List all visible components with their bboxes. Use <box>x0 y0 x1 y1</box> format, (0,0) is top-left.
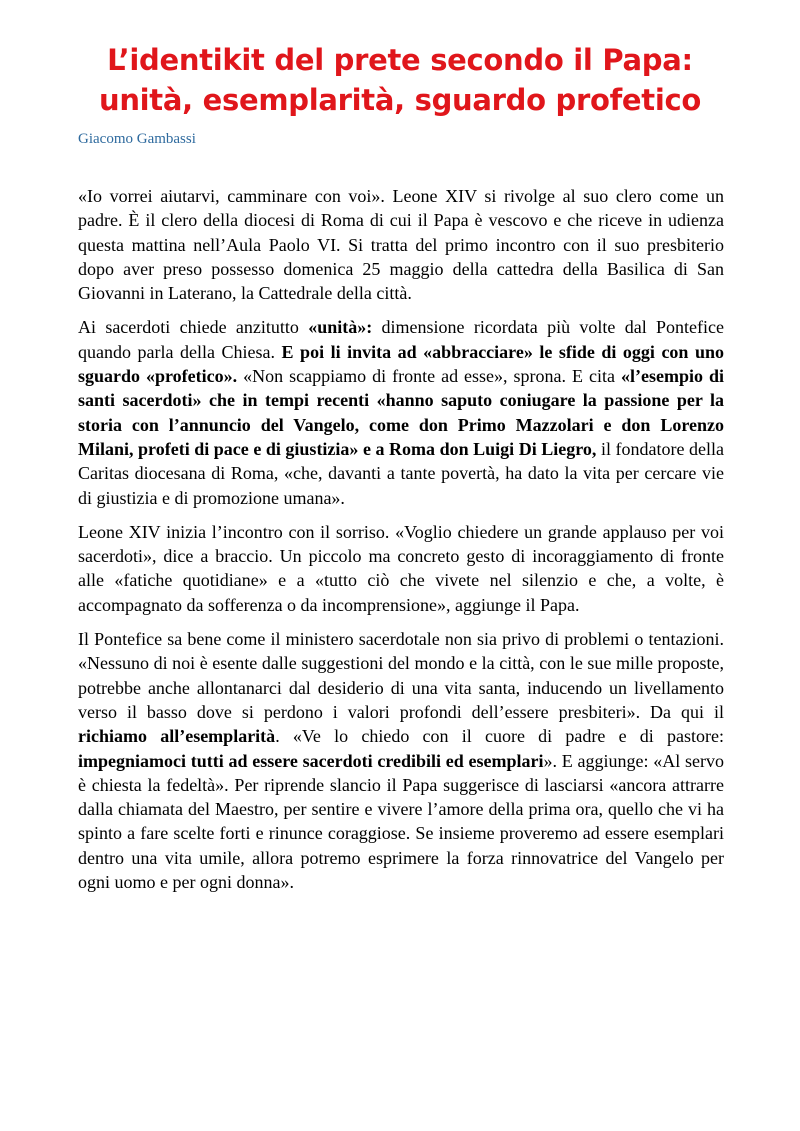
text-run: «Non scappiamo di fronte ad esse», sprona. E cita <box>237 366 621 387</box>
paragraph <box>78 184 724 305</box>
article-author: Giacomo Gambassi <box>78 131 196 147</box>
paragraph <box>78 315 724 509</box>
bold-text-run: E poi li invita ad «abbracciare» le sfide di oggi con uno sguardo «profetico». <box>78 341 724 387</box>
text-run: Il Pontefice sa bene come il ministero sacerdotale non sia privo di problemi o tentazioni. «Nessuno di noi è esente dalle suggestioni del mondo e la città, con le sue mille proposte, potrebbe anche allontanarci dal desiderio di una vita santa, inducendo un livellamento verso il basso dove si perdono i valori profondi dell’essere presbiteri». Da qui il <box>78 629 724 722</box>
text-run: dimensione ricordata più volte dal Pontefice quando parla della Chiesa. <box>78 317 724 362</box>
text-run: il fondatore della Caritas diocesana di Roma, «che, davanti a tante povertà, ha dato la vita per cercare vie di giustizia e di promozione umana». <box>78 438 725 508</box>
text-run: «Io vorrei aiutarvi, camminare con voi». Leone XIV si rivolge al suo clero come un padre. È il clero della diocesi di Roma di cui il Papa è vescovo e che riceve in udienza questa mattina nell’Aula Paolo VI. Si tratta del primo incontro con il suo presbiterio dopo aver preso possesso domenica 25 maggio della cattedra della Basilica di San Giovanni in Laterano, la Cattedrale della città. <box>78 186 724 304</box>
text-run: . «Ve lo chiedo con il cuore di padre e di pastore: <box>275 726 724 747</box>
article-body <box>78 184 724 904</box>
paragraph <box>78 520 724 617</box>
article-title: L’identikit del prete secondo il Papa: unità, esemplarità, sguardo profetico <box>98 43 702 117</box>
text-run: Ai sacerdoti chiede anzitutto <box>78 317 309 338</box>
paragraph <box>78 627 724 894</box>
bold-text-run: impegniamoci tutti ad essere sacerdoti credibili ed esemplari <box>78 750 544 771</box>
text-run: Leone XIV inizia l’incontro con il sorriso. «Voglio chiedere un grande applauso per voi sacerdoti», dice a braccio. Un piccolo ma concreto gesto di incoraggiamento di fronte alle «fatiche quotidiane» e a «tutto ciò che vivete nel silenzio e che, a volte, è accompagnato da sofferenza o da incomprensione», aggiunge il Papa. <box>78 521 724 615</box>
bold-text-run: «l’esempio di santi sacerdoti» che in tempi recenti «hanno saputo coniugare la passione per la storia con l’annuncio del Vangelo, come don Primo Mazzolari e don Lorenzo Milani, profeti di pace e di giustizia» e a Roma don Luigi Di Liegro, <box>78 366 724 459</box>
bold-text-run: «unità»: <box>308 317 373 338</box>
bold-text-run: richiamo all’esemplarità <box>78 726 276 747</box>
text-run: ». E aggiunge: «Al servo è chiesta la fedeltà». Per riprende slancio il Papa suggerisce di lasciarsi «ancora attrarre dalla chiamata del Maestro, per sentire e vivere l’amore della prima ora, quello che vi ha spinto a fare scelte forti e rinunce coraggiose. Se insieme proveremo ad essere esemplari dentro una vita umile, allora potremo esprimere la forza rinnovatrice del Vangelo per ogni uomo e per ogni donna». <box>78 750 725 893</box>
